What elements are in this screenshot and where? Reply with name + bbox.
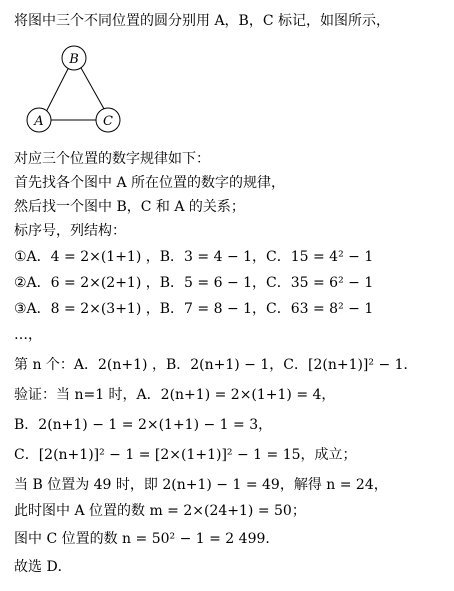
case-2-line: ②A．6 = 2×(2+1) ，B．5 = 6 − 1，C．35 = 6² − 1 (14, 275, 374, 291)
triangle-svg (20, 38, 130, 138)
verify-c-line: C．[2(n+1)]² − 1 = [2×(1+1)]² − 1 = 15，成立； (14, 447, 357, 463)
solve-n-line: 当 B 位置为 49 时，即 2(n+1) − 1 = 49，解得 n = 24， (14, 477, 388, 493)
step-find-a: 首先找各个图中 A 所在位置的数字的规律， (14, 175, 286, 191)
value-a-line: 此时图中 A 位置的数 m = 2×(24+1) = 50； (14, 503, 306, 519)
general-term-line: 第 n 个：A．2(n+1) ，B．2(n+1) − 1，C．[2(n+1)]² − 1． (14, 357, 418, 373)
answer-line: 故选 D． (14, 559, 72, 575)
case-3-line: ③A．8 = 2×(3+1) ，B．7 = 8 − 1，C．63 = 8² − 1 (14, 301, 374, 317)
ellipsis-line: …， (14, 327, 42, 343)
step-find-bc: 然后找一个图中 B，C 和 A 的关系； (14, 199, 245, 215)
pattern-heading: 对应三个位置的数字规律如下： (14, 151, 210, 167)
label-b: B (69, 52, 79, 67)
label-a: A (34, 114, 44, 129)
value-c-line: 图中 C 位置的数 n = 50² − 1 = 2 499． (14, 531, 280, 547)
case-1-line: ①A．4 = 2×(1+1) ，B．3 = 4 − 1，C．15 = 4² − 1 (14, 249, 374, 265)
triangle-diagram (20, 38, 130, 138)
structure-heading: 标序号，列结构： (14, 223, 126, 239)
verify-a-line: 验证：当 n=1 时，A．2(n+1) = 2×(1+1) = 4， (14, 387, 336, 403)
intro-line: 将图中三个不同位置的圆分别用 A，B，C 标记，如图所示， (14, 13, 391, 29)
label-c: C (103, 114, 113, 129)
verify-b-line: B．2(n+1) − 1 = 2×(1+1) − 1 = 3， (14, 417, 273, 433)
